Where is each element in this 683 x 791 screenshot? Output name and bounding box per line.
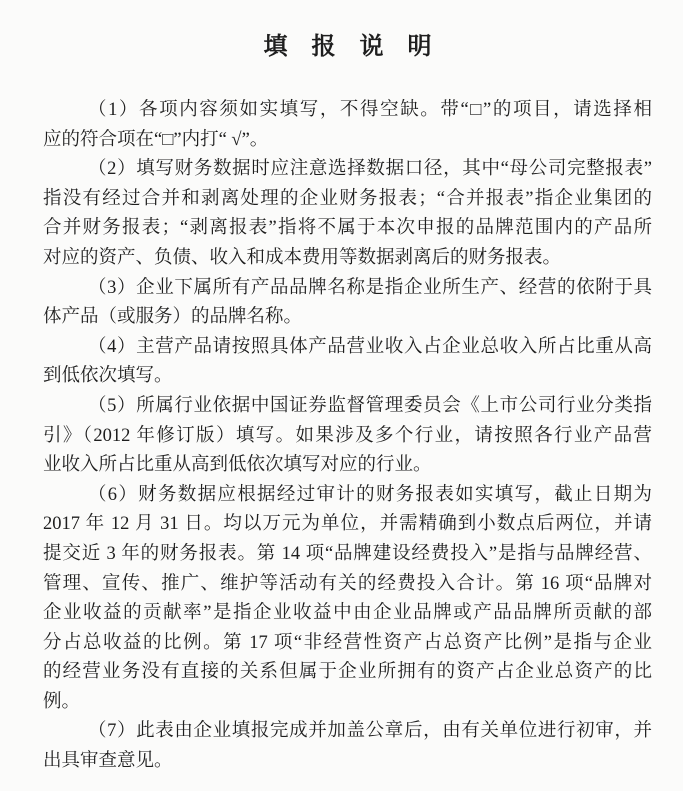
paragraph-4 (43, 333, 652, 392)
doc-line: （1）各项内容须如实填写，不得空缺。带“□”的项目，请选择相 (88, 100, 652, 120)
paragraph-2 (43, 155, 652, 273)
doc-line: 例。 (43, 691, 81, 712)
doc-line: 应的符合项在“□”内打“ √”。 (43, 129, 269, 150)
paragraph-1 (43, 96, 652, 155)
doc-line: 提交近 3 年的财务报表。第 14 项“品牌建设经费投入”是指与品牌经营、 (43, 543, 652, 564)
doc-line: （2）填写财务数据时应注意选择数据口径，其中“母公司完整报表” (88, 159, 652, 180)
doc-line: （6）财务数据应根据经过审计的财务报表如实填写，截止日期为 (88, 484, 652, 505)
doc-line: 到低依次填写。 (43, 366, 173, 387)
doc-line: 对应的资产、负债、收入和成本费用等数据剥离后的财务报表。 (43, 247, 562, 268)
paragraph-5 (43, 392, 652, 481)
doc-line: 管理、宣传、推广、维护等活动有关的经费投入合计。第 16 项“品牌对 (43, 573, 652, 594)
paragraph-7 (43, 717, 652, 776)
doc-line: 指没有经过合并和剥离处理的企业财务报表；“合并报表”指企业集团的 (43, 188, 652, 209)
paragraph-6 (43, 481, 652, 718)
doc-line: （7）此表由企业填报完成并加盖公章后，由有关单位进行初审，并 (88, 721, 652, 742)
doc-line: 分占总收益的比例。第 17 项“非经营性资产占总资产比例”是指与企业 (43, 632, 652, 653)
doc-line: 的经营业务没有直接的关系但属于企业所拥有的资产占企业总资产的比 (43, 662, 652, 683)
page-title: 填 报 说 明 (263, 34, 441, 60)
doc-line: 合并财务报表；“剥离报表”指将不属于本次申报的品牌范围内的产品所 (43, 218, 652, 239)
doc-line: 体产品（或服务）的品牌名称。 (43, 307, 303, 328)
paragraph-3 (43, 274, 652, 333)
doc-line: 2017 年 12 月 31 日。均以万元为单位，并需精确到小数点后两位，并请 (43, 514, 652, 535)
doc-line: 业收入所占比重从高到低依次填写对应的行业。 (43, 455, 432, 476)
doc-line: 出具审查意见。 (43, 751, 173, 772)
doc-line: （4）主营产品请按照具体产品营业收入占企业总收入所占比重从高 (88, 336, 652, 357)
doc-line: （5）所属行业依据中国证券监督管理委员会《上市公司行业分类指 (88, 395, 652, 416)
doc-line: 引》（2012 年修订版）填写。如果涉及多个行业，请按照各行业产品营 (43, 425, 652, 446)
doc-line: 企业收益的贡献率”是指企业收益中由企业品牌或产品品牌所贡献的部 (43, 603, 652, 624)
doc-line: （3）企业下属所有产品品牌名称是指企业所生产、经营的依附于具 (88, 277, 652, 298)
document-body (43, 96, 652, 777)
